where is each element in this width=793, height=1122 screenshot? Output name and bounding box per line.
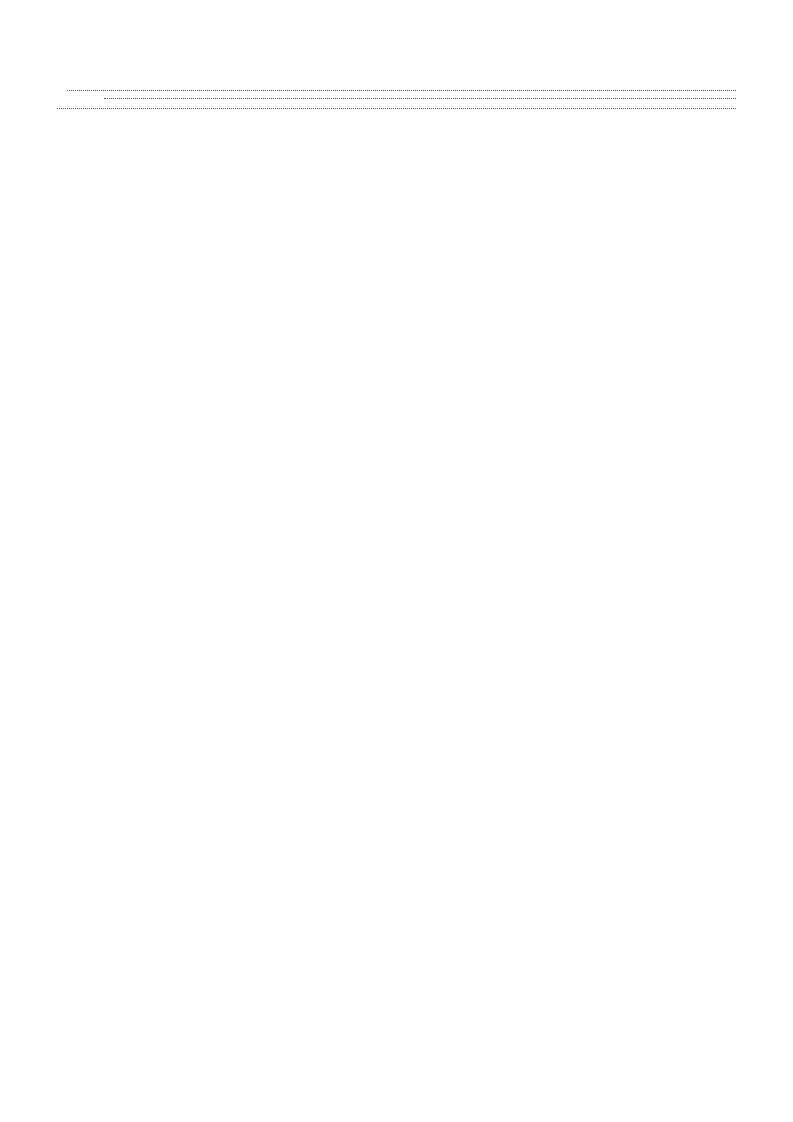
toc-leader-dots	[104, 98, 736, 99]
toc-bibliography[interactable]	[56, 108, 737, 124]
toc-leader-dots	[57, 108, 736, 109]
table-of-contents	[56, 87, 737, 124]
toc-leader-dots	[67, 90, 736, 91]
